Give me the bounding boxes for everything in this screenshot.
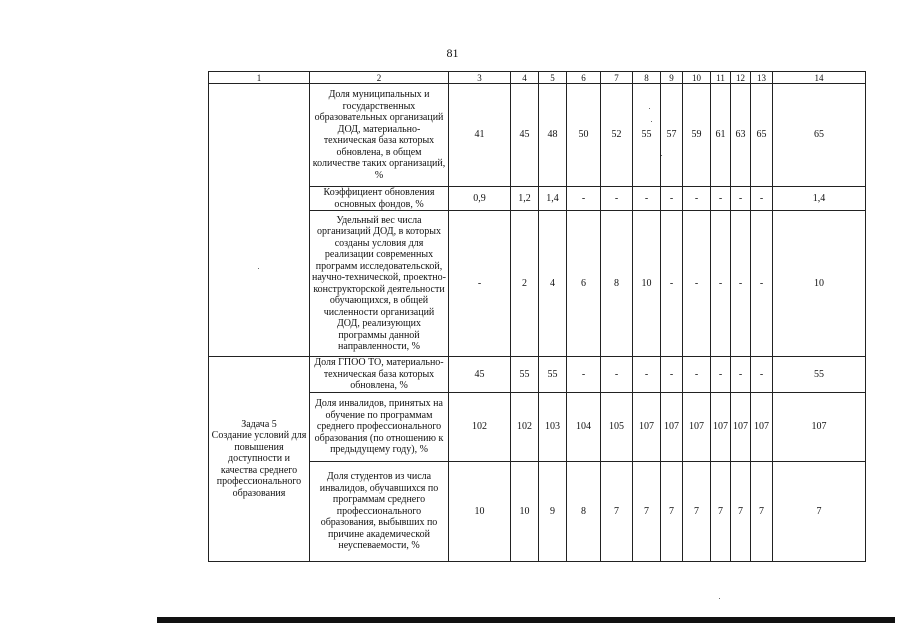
value-cell: 57 (661, 84, 683, 187)
value-cell: 65 (751, 84, 773, 187)
value-cell: - (633, 357, 661, 393)
value-cell: 52 (601, 84, 633, 187)
value-cell: - (567, 357, 601, 393)
page-number: 81 (446, 46, 459, 60)
header-cell: 12 (731, 72, 751, 84)
indicator-cell: Доля студентов из числа инвалидов, обучавшихся по программам среднего профессионального образования, выбывших по причине академической неуспеваемости, % (310, 462, 449, 562)
indicator-cell: Коэффициент обновления основных фондов, % (310, 187, 449, 211)
value-cell: - (751, 211, 773, 357)
value-cell: - (751, 357, 773, 393)
value-cell: - (711, 211, 731, 357)
value-cell: - (661, 187, 683, 211)
scan-speck (661, 155, 662, 156)
value-cell: 104 (567, 393, 601, 462)
value-cell: 107 (773, 393, 866, 462)
value-cell: 107 (661, 393, 683, 462)
header-cell: 5 (539, 72, 567, 84)
value-cell: 7 (661, 462, 683, 562)
header-cell: 14 (773, 72, 866, 84)
value-cell: 59 (683, 84, 711, 187)
value-cell: 107 (751, 393, 773, 462)
value-cell: - (661, 357, 683, 393)
task-text: Создание условий для повышения доступности и качества среднего профессионального образования (211, 430, 307, 499)
value-cell: 10 (511, 462, 539, 562)
task-title: Задача 5 (241, 418, 277, 430)
value-cell: 105 (601, 393, 633, 462)
value-cell: 103 (539, 393, 567, 462)
value-cell: 1,4 (539, 187, 567, 211)
header-cell: 8 (633, 72, 661, 84)
value-cell: 9 (539, 462, 567, 562)
value-cell: 55 (633, 84, 661, 187)
empty-task-cell (209, 84, 310, 357)
header-cell: 4 (511, 72, 539, 84)
scan-speck (258, 268, 259, 269)
value-cell: - (711, 187, 731, 211)
bottom-scan-bar (157, 617, 895, 623)
value-cell: 55 (539, 357, 567, 393)
value-cell: 45 (449, 357, 511, 393)
header-cell: 1 (209, 72, 310, 84)
indicator-cell: Доля инвалидов, принятых на обучение по программам среднего профессионального образования (по отношению к предыдущему году), % (310, 393, 449, 462)
value-cell: 61 (711, 84, 731, 187)
value-cell: 7 (751, 462, 773, 562)
value-cell: 45 (511, 84, 539, 187)
value-cell: 4 (539, 211, 567, 357)
value-cell: - (449, 211, 511, 357)
indicators-table (208, 71, 866, 562)
table-row (209, 357, 866, 393)
value-cell: 7 (711, 462, 731, 562)
value-cell: 8 (601, 211, 633, 357)
value-cell: 55 (773, 357, 866, 393)
value-cell: - (731, 211, 751, 357)
value-cell: 1,4 (773, 187, 866, 211)
value-cell: 7 (601, 462, 633, 562)
value-cell: 7 (683, 462, 711, 562)
indicator-cell: Удельный вес числа организаций ДОД, в которых созданы условия для реализации современных программ исследовательской, научно-технической, проектно-конструкторской деятельности обучающихся, в общей численности организаций ДОД, реализующих программы данной направленности, % (310, 211, 449, 357)
value-cell: - (567, 187, 601, 211)
value-cell: - (731, 187, 751, 211)
indicator-cell: Доля муниципальных и государственных образовательных организаций ДОД, материально-техническая база которых обновлена, в общем количестве таких организаций, % (310, 84, 449, 187)
value-cell: - (731, 357, 751, 393)
header-cell: 2 (310, 72, 449, 84)
value-cell: - (683, 211, 711, 357)
value-cell: 2 (511, 211, 539, 357)
value-cell: 7 (633, 462, 661, 562)
table-row (209, 84, 866, 187)
value-cell: 1,2 (511, 187, 539, 211)
value-cell: 48 (539, 84, 567, 187)
header-cell: 3 (449, 72, 511, 84)
value-cell: 7 (773, 462, 866, 562)
value-cell: 7 (731, 462, 751, 562)
value-cell: 10 (633, 211, 661, 357)
header-cell: 11 (711, 72, 731, 84)
value-cell: 102 (449, 393, 511, 462)
value-cell: 0,9 (449, 187, 511, 211)
value-cell: 107 (711, 393, 731, 462)
task-cell (209, 357, 310, 562)
scan-speck (651, 121, 652, 122)
value-cell: - (661, 211, 683, 357)
value-cell: 41 (449, 84, 511, 187)
value-cell: - (711, 357, 731, 393)
value-cell: 6 (567, 211, 601, 357)
value-cell: - (683, 187, 711, 211)
value-cell: 107 (731, 393, 751, 462)
value-cell: - (633, 187, 661, 211)
header-cell: 6 (567, 72, 601, 84)
value-cell: - (601, 187, 633, 211)
value-cell: 63 (731, 84, 751, 187)
scan-speck (649, 108, 650, 109)
value-cell: - (751, 187, 773, 211)
value-cell: 102 (511, 393, 539, 462)
value-cell: 50 (567, 84, 601, 187)
value-cell: - (683, 357, 711, 393)
value-cell: 55 (511, 357, 539, 393)
value-cell: 10 (773, 211, 866, 357)
value-cell: 107 (633, 393, 661, 462)
header-row (209, 72, 866, 84)
header-cell: 7 (601, 72, 633, 84)
value-cell: 10 (449, 462, 511, 562)
value-cell: 107 (683, 393, 711, 462)
indicator-cell: Доля ГПОО ТО, материально-техническая база которых обновлена, % (310, 357, 449, 393)
header-cell: 10 (683, 72, 711, 84)
value-cell: - (601, 357, 633, 393)
scan-speck (719, 598, 720, 599)
value-cell: 65 (773, 84, 866, 187)
value-cell: 8 (567, 462, 601, 562)
header-cell: 9 (661, 72, 683, 84)
header-cell: 13 (751, 72, 773, 84)
